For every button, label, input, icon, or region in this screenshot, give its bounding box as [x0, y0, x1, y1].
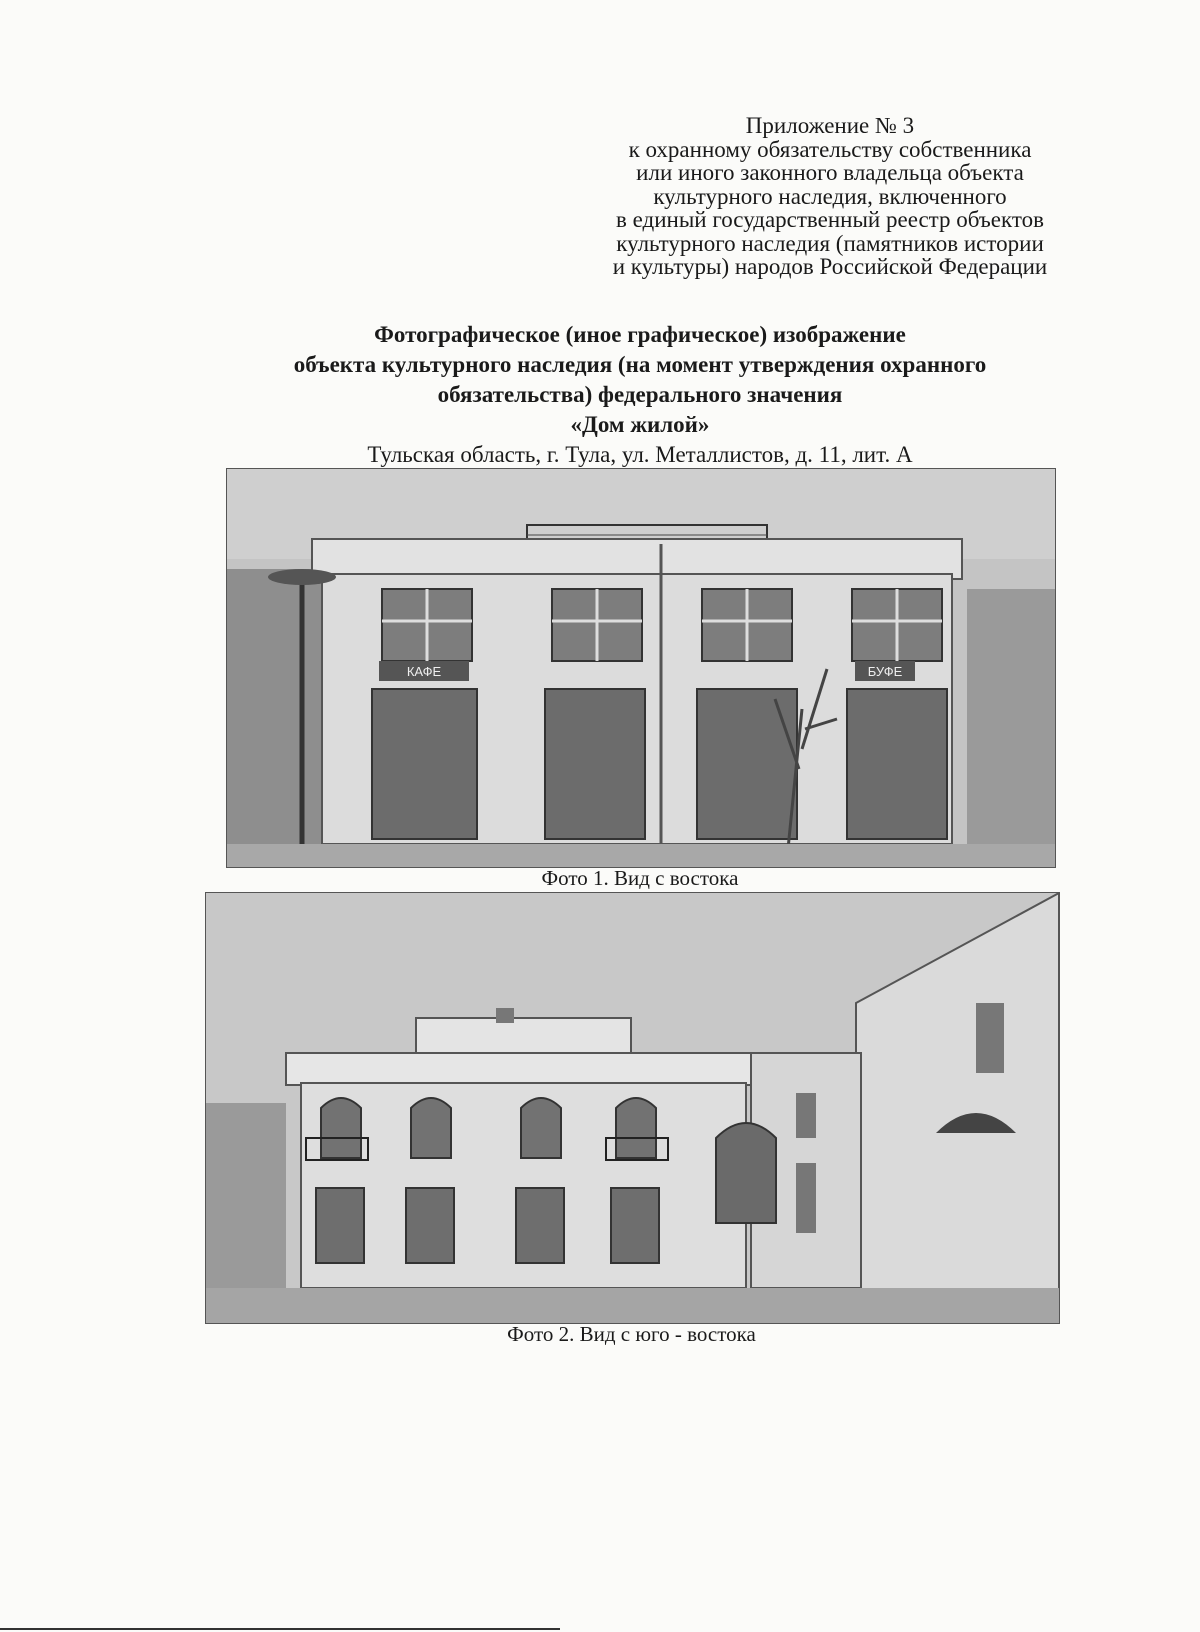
sign-cafe: КАФЕ: [406, 664, 442, 679]
appendix-line: культурного наследия, включенного: [653, 183, 1007, 209]
title-line: «Дом жилой»: [570, 412, 710, 437]
title-line: Фотографическое (иное графическое) изображение: [374, 322, 906, 347]
title-line: объекта культурного наследия (на момент утверждения охранного: [293, 352, 987, 377]
appendix-header: [560, 114, 1100, 279]
building-southeast-illustration: [206, 893, 1059, 1323]
appendix-line: культурного наследия (памятников истории: [616, 230, 1044, 256]
title-line: обязательства) федерального значения: [437, 382, 843, 407]
sign-bufet: БУФЕ: [867, 664, 903, 679]
building-east-illustration: [227, 469, 1055, 867]
appendix-line: в единый государственный реестр объектов: [616, 207, 1044, 232]
object-address: Тульская область, г. Тула, ул. Металлистов, д. 11, лит. А: [367, 442, 913, 467]
photo-southeast-view: [205, 892, 1060, 1324]
appendix-line: к охранному обязательству собственника: [628, 136, 1032, 162]
appendix-number: Приложение № 3: [745, 113, 915, 138]
photo-caption: Фото 1. Вид с востока: [541, 866, 739, 890]
appendix-line: и культуры) народов Российской Федерации: [612, 254, 1048, 279]
appendix-line: или иного законного владельца объекта: [636, 160, 1024, 185]
scan-edge-line: [0, 1628, 560, 1630]
document-title: [180, 320, 1100, 440]
photo-east-view: [226, 468, 1056, 868]
photo-caption: Фото 2. Вид с юго - востока: [507, 1322, 756, 1346]
